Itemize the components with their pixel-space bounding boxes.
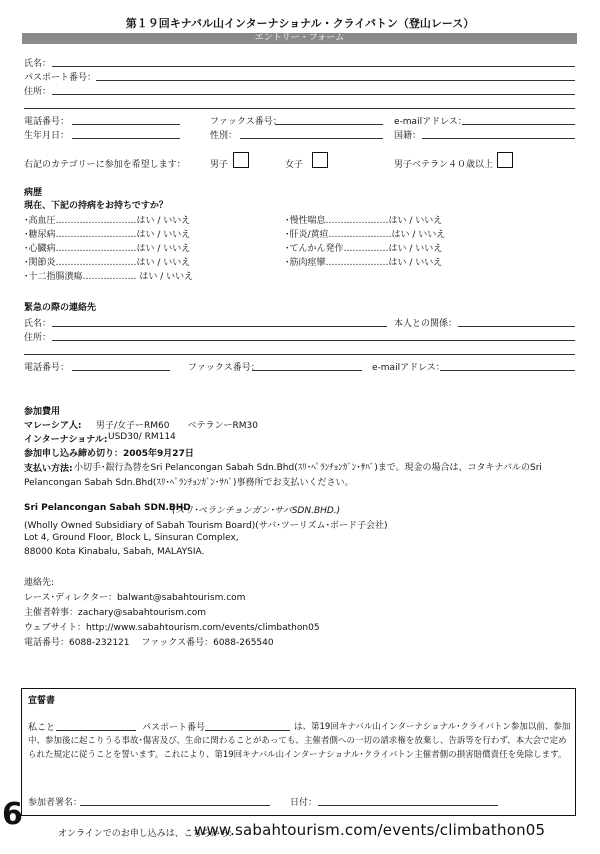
fees-payment-label: 支払い方法: [24,464,73,474]
company-address-2: 88000 Kota Kinabalu, Sabah, MALAYSIA. [24,547,205,557]
medical-item-epilepsy[interactable]: ･てんかん発作……………はい / いいえ [285,244,443,254]
passport-field[interactable] [96,80,575,81]
declaration-heading: 宣誓書 [28,696,56,706]
emergency-phone-field[interactable] [72,370,170,371]
emergency-relation-label: 本人との関係： [394,319,458,329]
contact-phone-fax: 電話番号：6088-232121 ファックス番号：6088-265540 [24,638,274,648]
emergency-email-field[interactable] [440,370,575,371]
category-male-label: 男子 [210,160,229,170]
declaration-line1-a: 私こと [28,723,56,733]
category-veteran-checkbox[interactable] [497,152,513,168]
company-name-kana: (スリ･ペランチョンガン･サバSDN.BHD.) [172,506,341,516]
emergency-relation-field[interactable] [458,326,575,327]
gender-field[interactable] [240,138,383,139]
phone-field[interactable] [72,124,180,125]
declaration-passport-field[interactable] [205,730,290,731]
contacts-heading: 連絡先: [24,578,55,588]
emergency-fax-label: ファックス番号： [188,363,260,373]
address-label: 住所： [24,87,52,97]
medical-item-asthma[interactable]: ･慢性喘息…………………はい / いいえ [285,216,443,226]
phone-label: 電話番号： [24,117,70,127]
fees-payment-text: 小切手･銀行為替をSri Pelancongan Sabah Sdn.Bhd(ｽﾘ･ﾍﾟﾗﾝﾁｮﾝｶﾞﾝ･ｻﾊﾞ)まで。現金の場合は、コタキナバルのSri Pelancongan Sabah Sdn.Bhd(ｽﾘ･ﾍﾟﾗﾝﾁｮﾝｶﾞﾝ･ｻﾊﾞ)事務所でお支払いください。 [24,463,542,488]
email-field[interactable] [462,124,575,125]
footer-online-text: オンラインでのお申し込みは、こちらから: [58,829,232,839]
date-field[interactable] [318,805,498,806]
fees-heading: 参加費用 [24,407,61,417]
form-subtitle-bar: エントリー・フォーム [22,33,577,44]
page-title: 第１９回キナバル山インターナショナル・クライバトン（登山レース） [125,17,475,30]
declaration-line1-c: は、第19回キナバル山インターナショナル･クライバトン参加以前、参加 [294,722,571,732]
company-name: Sri Pelancongan Sabah SDN.BHD [24,503,191,513]
medical-item-diabetes[interactable]: ･糖尿病………………………はい / いいえ [24,230,191,240]
address-field-2[interactable] [24,108,575,109]
declaration-text: 中、参加後に起こりうる事故･傷害及び、生命に関わることがあっても、主催者側への一切の請求権を放棄し、告訴等を行わず、本大会で定められた規定に従うことを誓います。これにより、第19回キナバル山インターナショナル･クライバトン主催者側の損害賠償責任を免除します。 [28,736,567,760]
emergency-name-field[interactable] [52,326,387,327]
medical-item-ulcer[interactable]: ･十二指腸潰瘍……………… はい / いいえ [24,272,194,282]
contact-organizer: 主催者幹事：zachary@sabahtourism.com [24,608,207,618]
name-label: 氏名： [24,59,52,69]
medical-item-cramps[interactable]: ･筋肉痙攣…………………はい / いいえ [285,258,443,268]
passport-label: パスポート番号： [24,73,97,83]
contact-director: レース･ディレクター：balwant@sabahtourism.com [24,593,246,603]
gender-label: 性別： [210,131,238,141]
email-label: e-mailアドレス： [394,117,467,127]
emergency-fax-field[interactable] [252,370,362,371]
name-field[interactable] [52,66,575,67]
fees-malaysian-value: 男子/女子ーRM60 ベテランーRM30 [96,421,258,431]
declaration-line1-b: パスポート番号 [142,723,206,733]
category-male-checkbox[interactable] [233,152,249,168]
nationality-label: 国籍： [394,131,422,141]
medical-question: 現在、下記の持病をお持ちですか？ [24,201,168,211]
dob-field[interactable] [72,138,180,139]
category-veteran-label: 男子ベテラン４０歳以上 [394,160,494,170]
fees-malaysian-label: マレーシア人: [24,421,82,431]
signature-field[interactable] [80,805,270,806]
medical-item-hepatitis[interactable]: ･肝炎/黄疸…………………はい / いいえ [285,230,446,240]
medical-heading: 病歴 [24,188,43,198]
nationality-field[interactable] [422,138,575,139]
dob-label: 生年月日： [24,131,70,141]
emergency-address-label: 住所： [24,333,52,343]
fees-intl-value: USD30/ RM114 [108,432,176,442]
company-subsidiary: (Wholly Owned Subsidiary of Sabah Tourism Board)(サバ･ツーリズム･ボード子会社) [24,521,388,531]
medical-item-heart[interactable]: ･心臓病………………………はい / いいえ [24,244,191,254]
emergency-address-field[interactable] [52,340,575,341]
fees-intl-label: インターナショナル: [24,435,108,445]
emergency-address-field-2[interactable] [24,354,575,355]
emergency-heading: 緊急の際の連絡先 [24,303,97,313]
fax-field[interactable] [275,124,383,125]
address-field[interactable] [52,94,575,95]
category-prompt: 右記のカテゴリーに参加を希望します： [24,160,186,170]
medical-item-arthritis[interactable]: ･関節炎………………………はい / いいえ [24,258,191,268]
page-number: 6 [2,797,23,832]
emergency-name-label: 氏名： [24,319,52,329]
declaration-name-field[interactable] [56,730,136,731]
contact-website[interactable]: ウェブサイト：http://www.sabahtourism.com/events/climbathon05 [24,623,320,633]
category-female-label: 女子 [285,160,304,170]
date-label: 日付： [290,798,318,808]
fees-deadline: 参加申し込み締め切り：2005年9月27日 [24,449,194,459]
fax-label: ファックス番号： [210,117,282,127]
emergency-email-label: e-mailアドレス： [372,363,445,373]
emergency-phone-label: 電話番号： [24,363,70,373]
footer-url-link[interactable]: www.sabahtourism.com/events/climbathon05 [194,821,546,839]
category-female-checkbox[interactable] [312,152,328,168]
signature-label: 参加者署名： [28,798,83,808]
company-address-1: Lot 4, Ground Floor, Block L, Sinsuran Complex, [24,533,239,543]
medical-item-hypertension[interactable]: ･高血圧………………………はい / いいえ [24,216,191,226]
